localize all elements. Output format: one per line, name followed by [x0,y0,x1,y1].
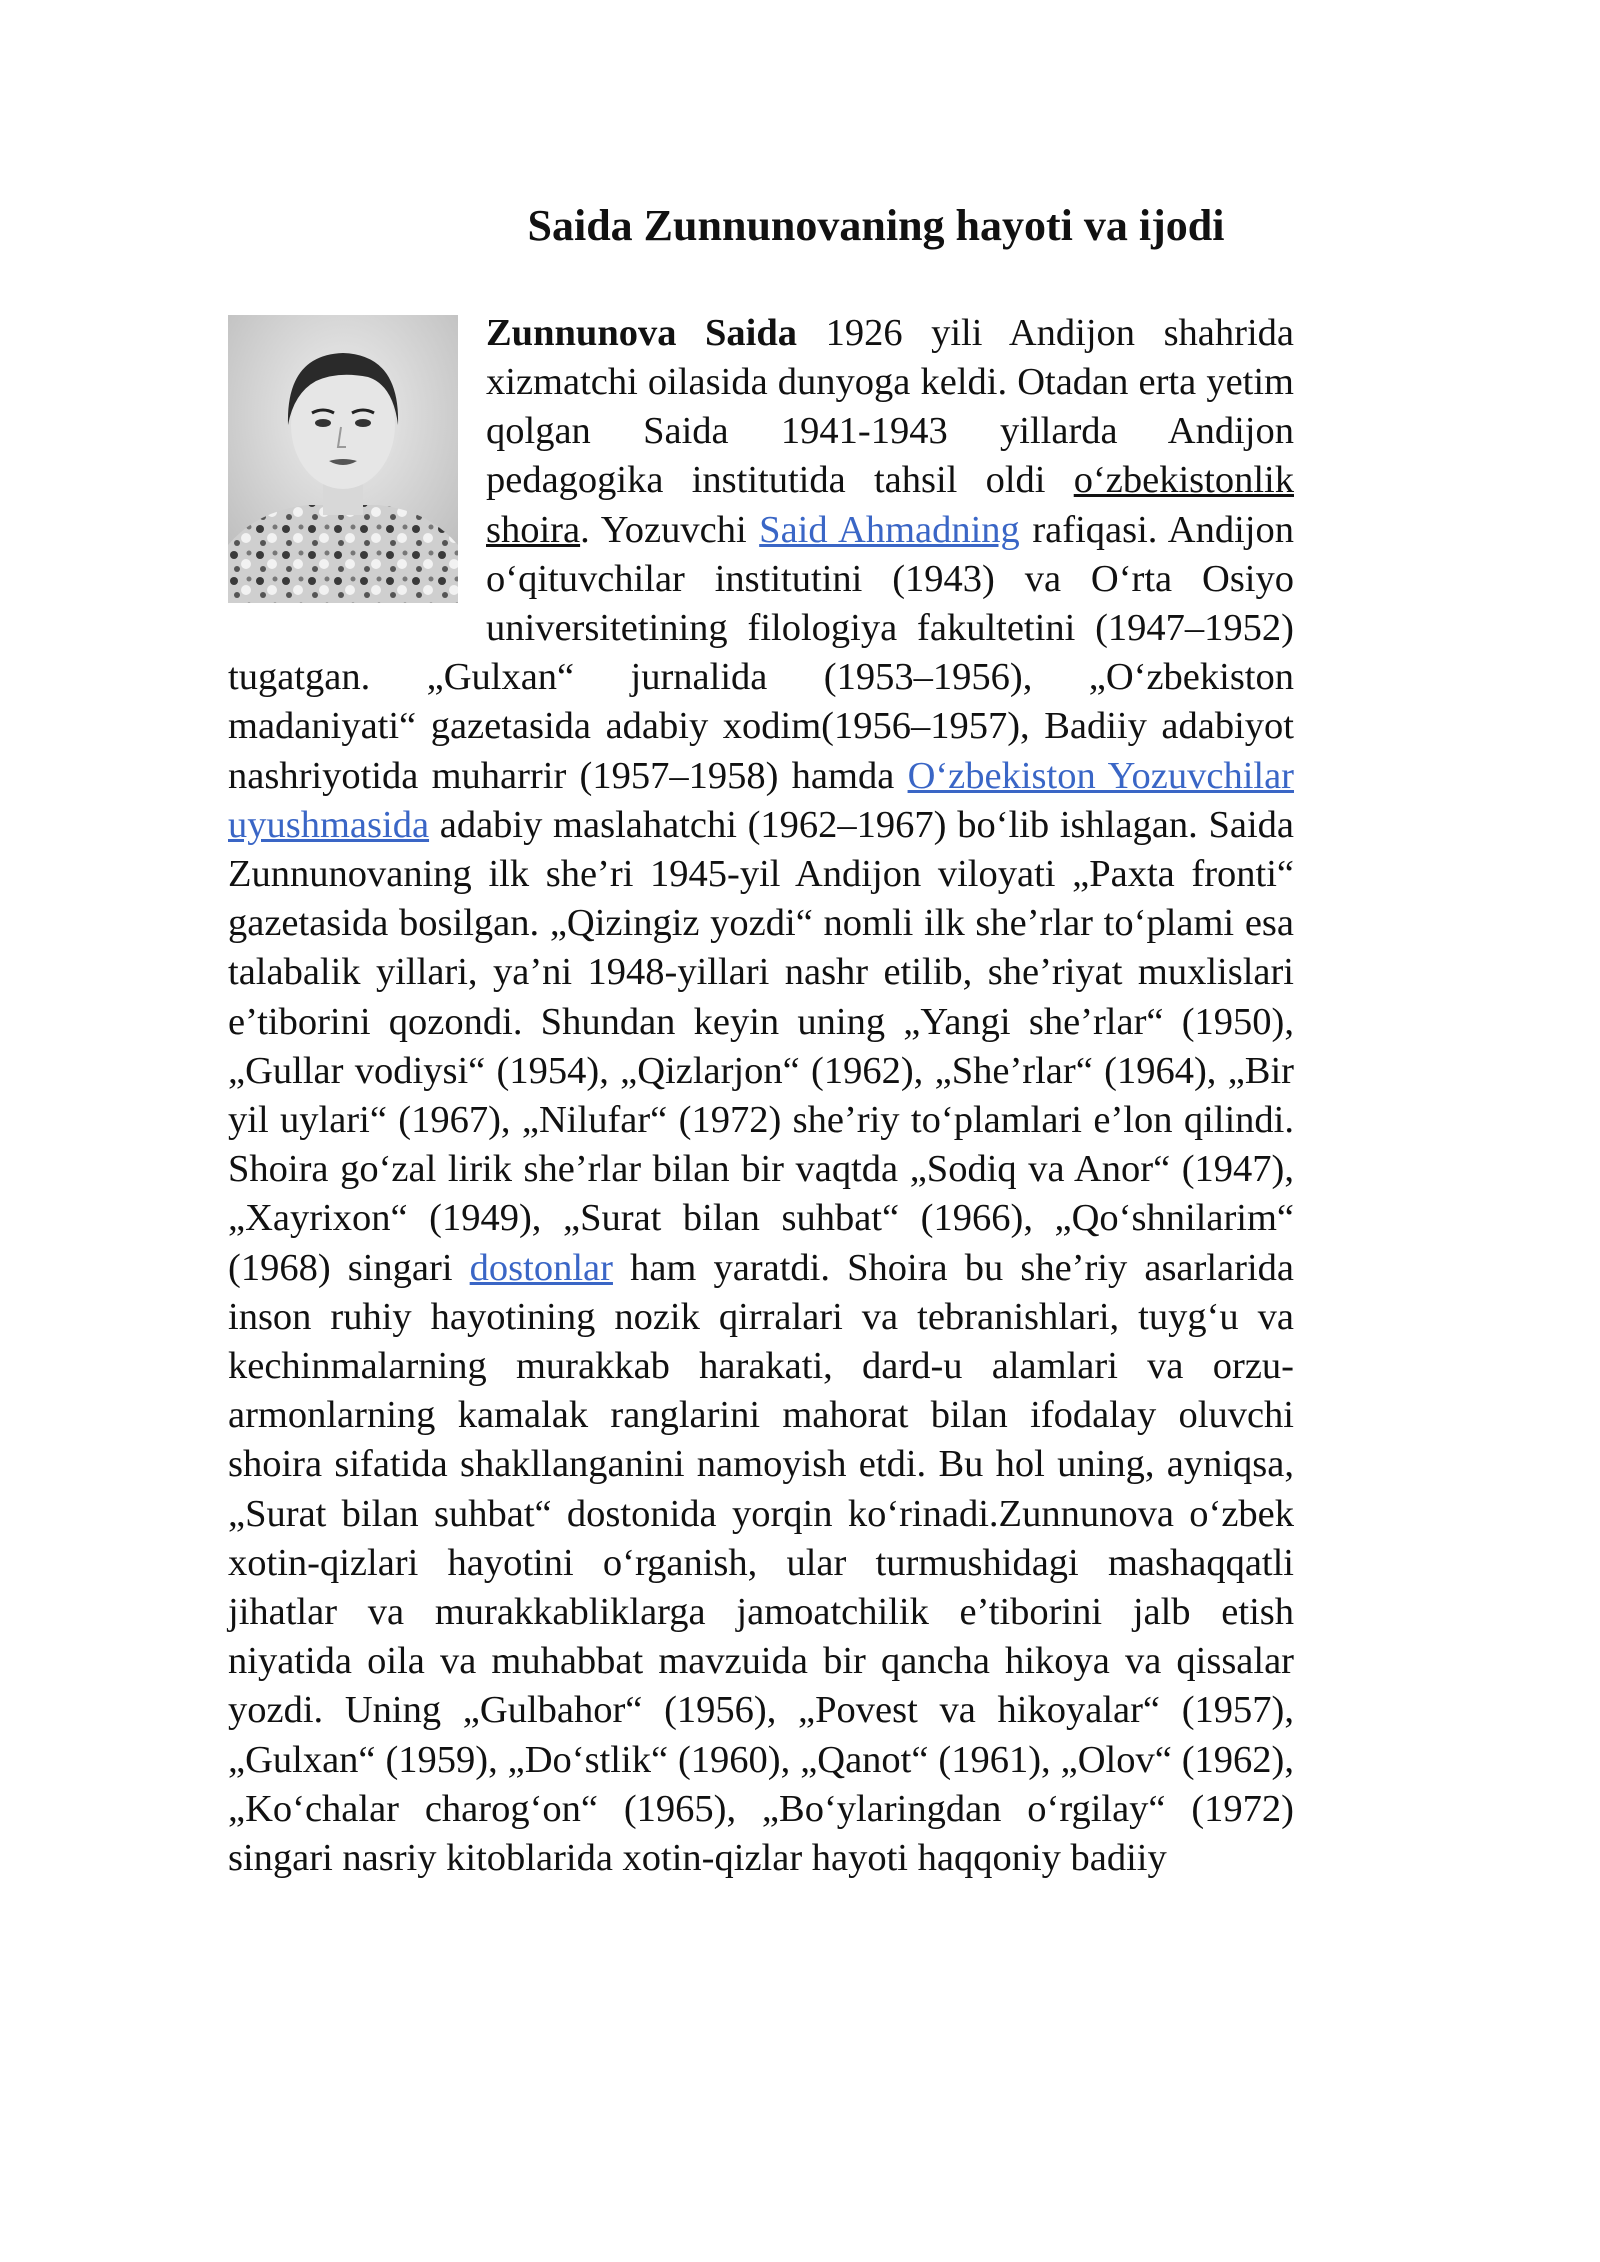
name-bold: Zunnunova Saida [486,311,798,354]
link-writers-union[interactable]: O‘zbekiston Yozuvchilar uyushmasida [228,754,1294,846]
document-page [228,200,1294,1883]
text-segment-6: ham yaratdi. Shoira bu she’riy asarlarida inson ruhiy hayotining nozik qirralari va tebranishlari, tuyg‘u va kechinmalarning murakkab harakati, dard-u alamlari va orzu-armonlarning kamalak ranglarini mahorat bilan ifodalay oluvchi shoira sifatida shakllanganini namoyish etdi. Bu hol uning, ayniqsa, „Surat bilan suhbat“ dostonida yorqin ko‘rinadi.Zunnunova o‘zbek xotin-qizlari hayotini o‘rganish, ular turmushidagi mashaqqatli jihatlar va murakkabliklarga jamoatchilik e’tiborini jalb etish niyatida oila va muhabbat mavzuida bir qancha hikoya va qissalar yozdi. Uning „Gulbahor“ (1956), „Povest va hikoyalar“ (1957), „Gulxan“ (1959), „Do‘stlik“ (1960), „Qanot“ (1961), „Olov“ (1962), „Ko‘chalar charog‘on“ (1965), „Bo‘ylaringdan o‘rgilay“ (1972) singari nasriy kitoblarida xotin-qizlar hayoti haqqoniy badiiy [228,1246,1294,1880]
underlined-word-1[interactable]: o‘zbekistonlik [1073,459,1294,502]
text-segment-1: 1926 yili Andijon shahrida xizmatchi oilasida dunyoga keldi. Otadan erta yetim qolgan Saida 1941-1943 yillarda Andijon pedagogika institutida tahsil oldi [486,311,1294,502]
text-segment-4: rafiqasi. Andijon o‘qituvchilar institutini (1943) va O‘rta Osiyo universitetining filologiya fakultetini (1947–1952) tugatgan. „Gulxan“ jurnalida (1953–1956), „O‘zbekiston madaniyati“ gazetasida adabiy xodim(1956–1957), Badiiy adabiyot nashriyotida muharrir (1957–1958) hamda [228,508,1294,797]
portrait-icon [228,315,458,603]
link-said-ahmad[interactable]: Said Ahmadning [759,508,1020,551]
link-dostonlar[interactable]: dostonlar [469,1246,613,1289]
underlined-word-2[interactable]: shoira [486,508,581,551]
page-title: Saida Zunnunovaning hayoti va ijodi [527,201,1225,250]
text-segment-3: . Yozuvchi [580,508,760,551]
portrait-photo [228,315,458,603]
body-paragraph [228,309,1294,1884]
text-segment-5: adabiy maslahatchi (1962–1967) bo‘lib ishlagan. Saida Zunnunovaning ilk she’ri 1945-yil Andijon viloyati „Paxta fronti“ gazetasida bosilgan. „Qizingiz yozdi“ nomli ilk she’rlar to‘plami esa talabalik yillari, ya’ni 1948-yillari nashr etilib, she’riyat muxlislari e’tiborini qozondi. Shundan keyin uning „Yangi she’rlar“ (1950), „Gullar vodiysi“ (1954), „Qizlarjon“ (1962), „She’rlar“ (1964), „Bir yil uylari“ (1967), „Nilufar“ (1972) she’riy to‘plamlari e’lon qilindi. Shoira go‘zal lirik she’rlar bilan bir vaqtda „Sodiq va Anor“ (1947), „Xayrixon“ (1949), „Surat bilan suhbat“ (1966), „Qo‘shnilarim“ (1968) singari [228,803,1294,1289]
